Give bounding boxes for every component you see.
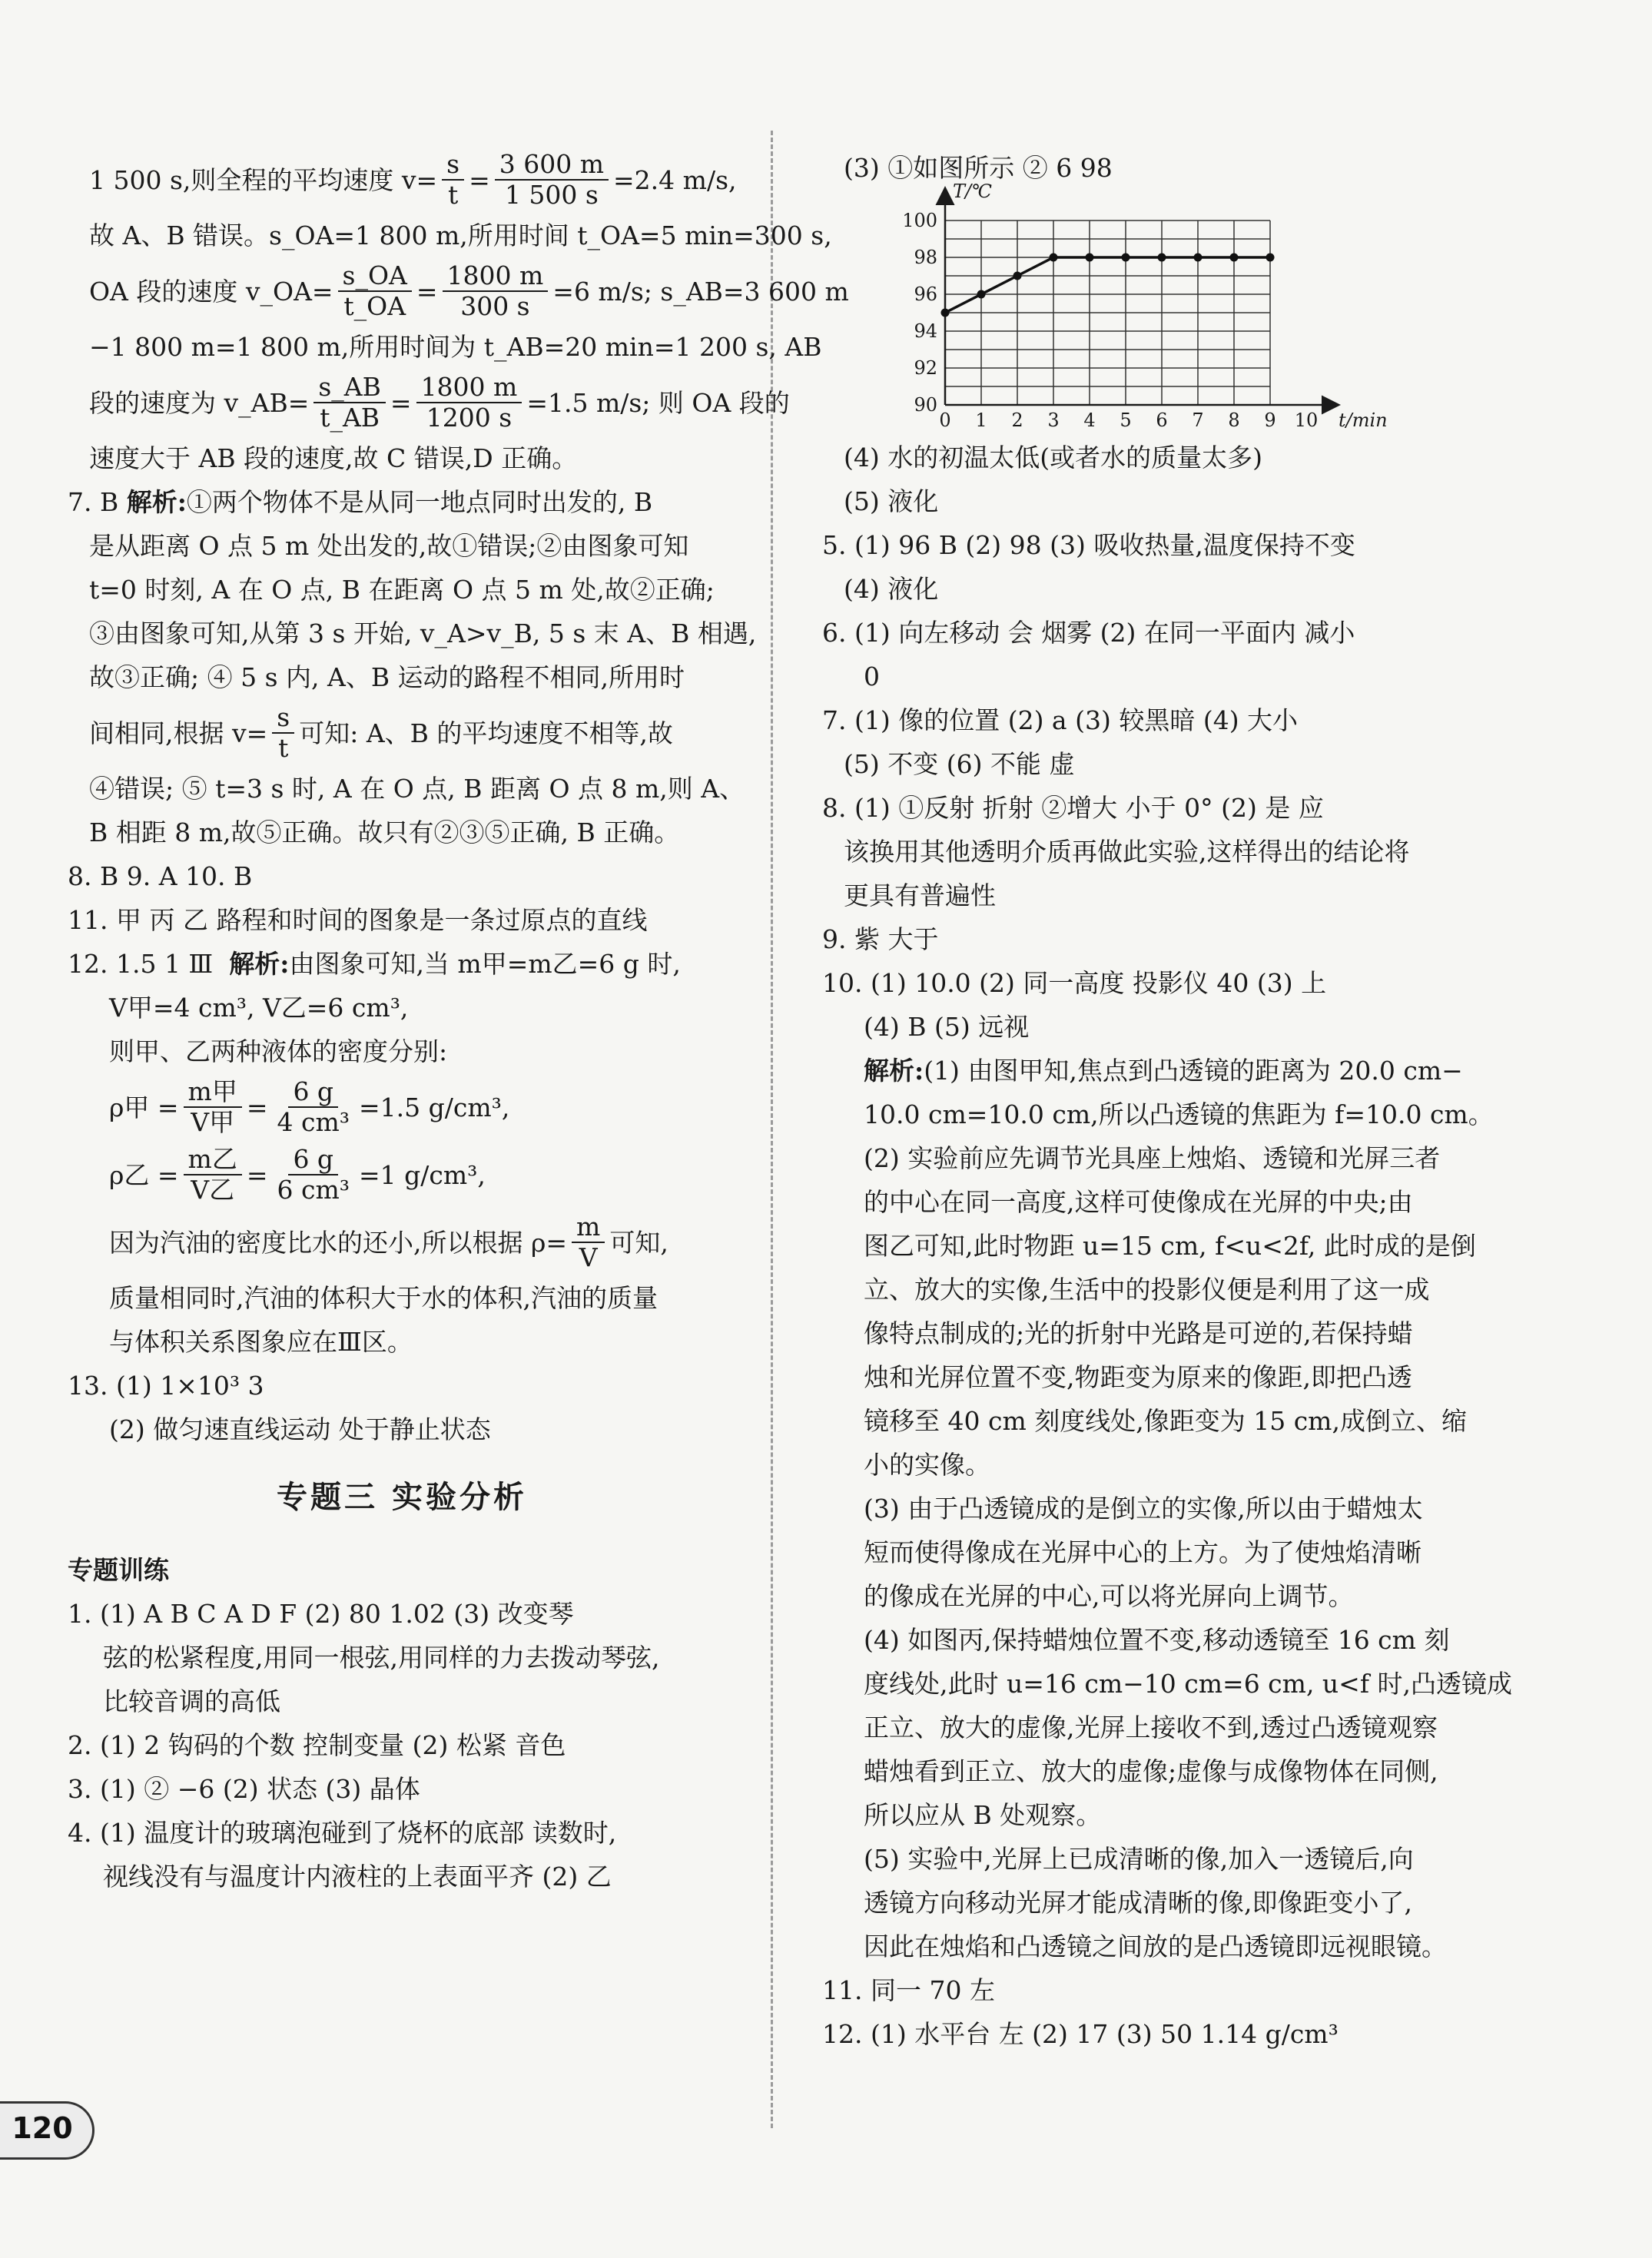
- y-axis-label: T/℃: [953, 181, 992, 202]
- answer-line: 3. (1) ② −6 (2) 状态 (3) 晶体: [68, 1774, 420, 1804]
- analysis-label: 解析:: [229, 949, 290, 979]
- data-point: [1013, 272, 1022, 280]
- data-point: [977, 290, 986, 299]
- x-axis-label: t/min: [1339, 409, 1388, 431]
- answer-line: 11. 同一 70 左: [822, 1975, 995, 2005]
- x-tick-label: 0: [939, 409, 951, 431]
- answer-line: 视线没有与温度计内液柱的上表面平齐 (2) 乙: [103, 1862, 612, 1892]
- answer-line: OA 段的速度 v_OA= $\frac{s\_OA}{t\_OA}$ = $\frac{1800 m}{300 s}$ =6 m/s; s_AB=3 600 m: [89, 260, 849, 321]
- data-point: [1122, 254, 1130, 262]
- answer-line: 镜移至 40 cm 刻度线处,像距变为 15 cm,成倒立、缩: [864, 1406, 1467, 1436]
- answer-line: (3) 由于凸透镜成的是倒立的实像,所以由于蜡烛太: [864, 1494, 1423, 1524]
- answer-line: 故③正确; ④ 5 s 内, A、B 运动的路程不相同,所用时: [89, 662, 685, 692]
- answer-line: t=0 时刻, A 在 O 点, B 在距离 O 点 5 m 处,故②正确;: [89, 575, 715, 605]
- answer-line: 10.0 cm=10.0 cm,所以凸透镜的焦距为 f=10.0 cm。: [864, 1099, 1494, 1129]
- answer-line: V甲=4 cm³, V乙=6 cm³,: [109, 993, 409, 1023]
- answer-line: 则甲、乙两种液体的密度分别:: [109, 1036, 448, 1066]
- answer-line: (5) 不变 (6) 不能 虚: [844, 749, 1075, 779]
- temperature-chart-svg: [822, 181, 1388, 436]
- answer-11: 11. 甲 丙 乙 路程和时间的图象是一条过原点的直线: [68, 905, 648, 935]
- answer-line: 像特点制成的;光的折射中光路是可逆的,若保持蜡: [864, 1318, 1413, 1348]
- answer-line: 4. (1) 温度计的玻璃泡碰到了烧杯的底部 读数时,: [68, 1818, 617, 1848]
- x-tick-label: 9: [1264, 409, 1276, 431]
- x-tick-label: 4: [1083, 409, 1096, 431]
- answer-line: 1. (1) A B C A D F (2) 80 1.02 (3) 改变琴: [68, 1599, 574, 1629]
- x-tick-label: 7: [1192, 409, 1204, 431]
- answer-line: 5. (1) 96 B (2) 98 (3) 吸收热量,温度保持不变: [822, 530, 1355, 560]
- answer-line: 7. (1) 像的位置 (2) a (3) 较黑暗 (4) 大小: [822, 705, 1299, 735]
- fraction: $\frac{s}{t}$: [442, 150, 464, 210]
- answer-line: 0: [864, 661, 880, 691]
- answer-line: 速度大于 AB 段的速度,故 C 错误,D 正确。: [89, 443, 578, 473]
- answer-line: B 相距 8 m,故⑤正确。故只有②③⑤正确, B 正确。: [89, 817, 680, 847]
- data-point: [1050, 254, 1058, 262]
- answer-line: 12. (1) 水平台 左 (2) 17 (3) 50 1.14 g/cm³: [822, 2019, 1339, 2049]
- fraction: $\frac{s\_AB}{t\_AB}$: [313, 373, 386, 433]
- answer-line: 的中心在同一高度,这样可使像成在光屏的中央;由: [864, 1187, 1413, 1217]
- fraction: $\frac{s\_OA}{t\_OA}$: [338, 261, 412, 321]
- answer-line: 度线处,此时 u=16 cm−10 cm=6 cm, u<f 时,凸透镜成: [864, 1669, 1513, 1699]
- y-tick-label: 100: [902, 210, 937, 231]
- answer-line: 弦的松紧程度,用同一根弦,用同样的力去拨动琴弦,: [103, 1643, 660, 1673]
- answer-line: (3) ①如图所示 ② 6 98: [844, 153, 1113, 183]
- density-formula: ρ乙 = $\frac{\text{m乙}}{\text{V乙}}$ = $\frac{6 g}{\text{6 cm³}}$ =1 g/cm³,: [109, 1144, 486, 1205]
- left-column: [68, 146, 849, 1898]
- data-point: [1266, 254, 1275, 262]
- answer-line: 烛和光屏位置不变,物距变为原来的像距,即把凸透: [864, 1362, 1412, 1392]
- answer-line: 比较音调的高低: [103, 1686, 280, 1716]
- y-tick-label: 94: [914, 320, 937, 342]
- x-tick-label: 1: [975, 409, 987, 431]
- series-line: [945, 257, 1270, 313]
- fraction: $\frac{m}{V}$: [572, 1212, 605, 1272]
- answer-line: (4) 水的初温太低(或者水的质量太多): [844, 443, 1262, 472]
- answer-line: 2. (1) 2 钩码的个数 控制变量 (2) 松紧 音色: [68, 1730, 566, 1760]
- x-tick-label: 10: [1294, 409, 1319, 431]
- fraction: $\frac{s}{t}$: [272, 703, 294, 763]
- answer-line: (2) 实验前应先调节光具座上烛焰、透镜和光屏三者: [864, 1143, 1441, 1173]
- answer-line: 该换用其他透明介质再做此实验,这样得出的结论将: [844, 837, 1410, 867]
- answer-line: 的像成在光屏的中心,可以将光屏向上调节。: [864, 1581, 1354, 1611]
- page-number: 120: [12, 2111, 73, 2145]
- analysis-label: 解析:: [864, 1056, 924, 1086]
- y-tick-label: 92: [914, 357, 937, 379]
- answer-line: (4) 如图丙,保持蜡烛位置不变,移动透镜至 16 cm 刻: [864, 1625, 1450, 1655]
- answer-line: 1 500 s,则全程的平均速度 v= $\frac{s}{t}$ = $\frac{3 600 m}{1 500 s}$ =2.4 m/s,: [89, 149, 737, 210]
- data-point: [1194, 254, 1203, 262]
- right-column: [822, 146, 1513, 2056]
- fraction: $\frac{\text{m甲}}{\text{V甲}}$: [184, 1077, 242, 1137]
- answer-line: 解析:(1) 由图甲知,焦点到凸透镜的距离为 20.0 cm−: [864, 1056, 1463, 1086]
- density-formula: ρ甲 = $\frac{\text{m甲}}{\text{V甲}}$ = $\frac{6 g}{\text{4 cm³}}$ =1.5 g/cm³,: [109, 1076, 510, 1137]
- fraction: $\frac{6 g}{\text{6 cm³}}$: [277, 1144, 350, 1205]
- question-12: 12. 1.5 1 Ⅲ 解析:由图象可知,当 m甲=m乙=6 g 时,: [68, 949, 681, 979]
- answer-line: 段的速度为 v_AB= $\frac{s\_AB}{t\_AB}$ = $\frac{1800 m}{1200 s}$ =1.5 m/s; 则 OA 段的: [89, 372, 790, 433]
- answer-line: 正立、放大的虚像,光屏上接收不到,透过凸透镜观察: [864, 1713, 1438, 1742]
- question-7: 7. B 解析:①两个物体不是从同一地点同时出发的, B: [68, 487, 653, 517]
- y-tick-label: 96: [914, 283, 937, 305]
- answer-line: 蜡烛看到正立、放大的虚像;虚像与成像物体在同侧,: [864, 1756, 1438, 1786]
- answer-line: (5) 实验中,光屏上已成清晰的像,加入一透镜后,向: [864, 1844, 1414, 1874]
- fraction: $\frac{1800 m}{300 s}$: [443, 261, 549, 321]
- y-tick-label: 90: [914, 394, 937, 416]
- data-point: [1158, 254, 1166, 262]
- temperature-chart: [822, 181, 1494, 436]
- answer-line: (4) B (5) 远视: [864, 1012, 1030, 1042]
- x-tick-label: 5: [1120, 409, 1132, 431]
- answer-line: 间相同,根据 v= $\frac{s}{t}$ 可知: A、B 的平均速度不相等,故: [89, 702, 673, 763]
- subsection-title: 专题训练: [68, 1555, 169, 1585]
- answer-line: 10. (1) 10.0 (2) 同一高度 投影仪 40 (3) 上: [822, 968, 1327, 998]
- data-point: [1230, 254, 1239, 262]
- fraction: $\frac{1800 m}{1200 s}$: [416, 373, 522, 433]
- answer-line: 更具有普遍性: [844, 880, 996, 910]
- fraction: $\frac{\text{m乙}}{\text{V乙}}$: [184, 1145, 242, 1205]
- section-title: 专题三 实验分析: [277, 1479, 527, 1515]
- answer-line: ③由图象可知,从第 3 s 开始, v_A>v_B, 5 s 末 A、B 相遇,: [89, 618, 757, 648]
- x-tick-label: 8: [1228, 409, 1240, 431]
- x-tick-label: 3: [1047, 409, 1060, 431]
- answer-line: −1 800 m=1 800 m,所用时间为 t_AB=20 min=1 200 s, AB: [89, 332, 822, 362]
- answer-line: 立、放大的实像,生活中的投影仪便是利用了这一成: [864, 1275, 1430, 1305]
- answer-line: 透镜方向移动光屏才能成清晰的像,即像距变小了,: [864, 1888, 1412, 1918]
- x-tick-label: 2: [1011, 409, 1023, 431]
- column-divider: [771, 131, 773, 2128]
- answer-line: (5) 液化: [844, 486, 939, 516]
- answer-line: 短而使得像成在光屏中心的上方。为了使烛焰清晰: [864, 1537, 1421, 1567]
- fraction: $\frac{6 g}{\text{4 cm³}}$: [277, 1076, 350, 1137]
- answers-8-10: 8. B 9. A 10. B: [68, 861, 253, 891]
- y-tick-label: 98: [914, 247, 937, 268]
- answer-line: 因此在烛焰和凸透镜之间放的是凸透镜即远视眼镜。: [864, 1931, 1447, 1961]
- data-point: [941, 309, 950, 317]
- answer-13: 13. (1) 1×10³ 3: [68, 1371, 264, 1401]
- answer-line: 是从距离 O 点 5 m 处出发的,故①错误;②由图象可知: [89, 531, 689, 561]
- analysis-label: 解析:: [126, 487, 187, 517]
- answer-line: 小的实像。: [864, 1450, 990, 1480]
- answer-line: 与体积关系图象应在Ⅲ区。: [109, 1327, 413, 1357]
- answer-line: (4) 液化: [844, 574, 939, 604]
- answer-line: 因为汽油的密度比水的还小,所以根据 ρ= $\frac{m}{V}$ 可知,: [109, 1212, 668, 1272]
- answer-line: 图乙可知,此时物距 u=15 cm, f<u<2f, 此时成的是倒: [864, 1231, 1476, 1261]
- answer-line: 6. (1) 向左移动 会 烟雾 (2) 在同一平面内 减小: [822, 618, 1355, 648]
- answer-line: (2) 做匀速直线运动 处于静止状态: [109, 1414, 491, 1444]
- fraction: $\frac{3 600 m}{1 500 s}$: [495, 150, 609, 210]
- answer-line: 所以应从 B 处观察。: [864, 1800, 1102, 1830]
- answer-line: 9. 紫 大于: [822, 924, 939, 954]
- answer-line: 故 A、B 错误。s_OA=1 800 m,所用时间 t_OA=5 min=300 s,: [89, 220, 832, 250]
- answer-line: 质量相同时,汽油的体积大于水的体积,汽油的质量: [109, 1283, 658, 1313]
- answer-line: ④错误; ⑤ t=3 s 时, A 在 O 点, B 距离 O 点 8 m,则 A、: [89, 774, 745, 804]
- data-point: [1086, 254, 1094, 262]
- answer-line: 8. (1) ①反射 折射 ②增大 小于 0° (2) 是 应: [822, 793, 1324, 823]
- x-tick-label: 6: [1156, 409, 1168, 431]
